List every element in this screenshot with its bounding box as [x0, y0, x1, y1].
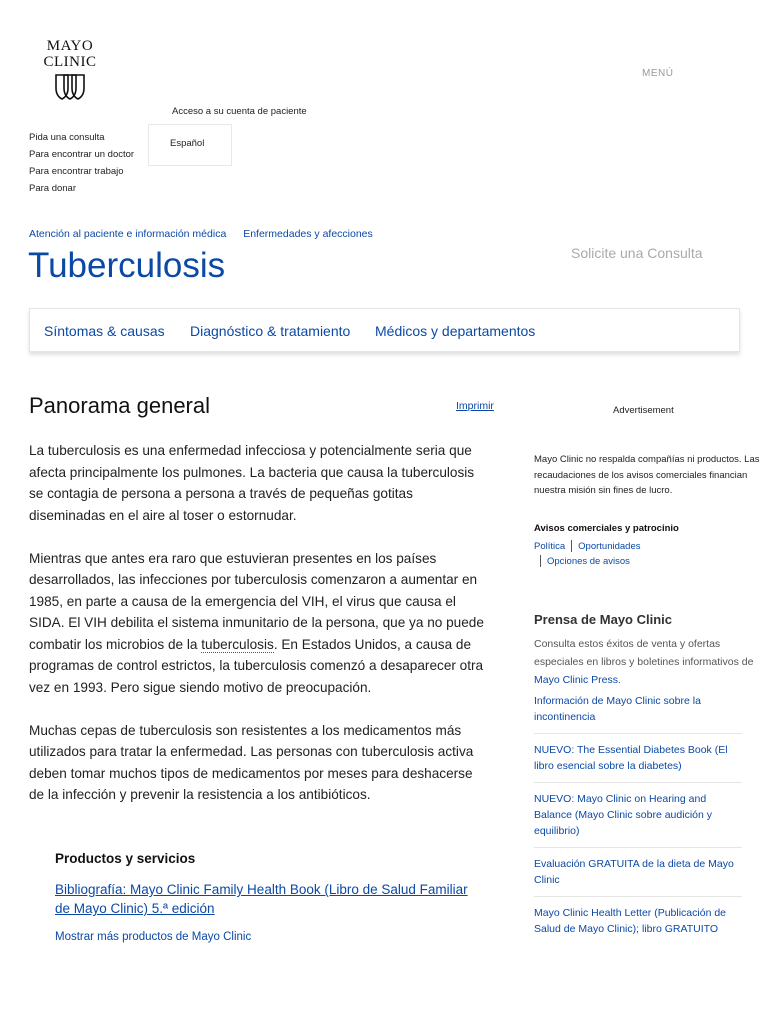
press-desc-text: Consulta estos éxitos de venta y ofertas especiales en libros y boletines informativos de: [534, 638, 754, 668]
print-link[interactable]: Imprimir: [456, 400, 494, 412]
tab-doctors-departments[interactable]: Médicos y departamentos: [375, 323, 536, 339]
language-option-spanish[interactable]: Español: [170, 138, 205, 149]
logo-word-mayo: MAYO: [46, 38, 94, 54]
ad-disclaimer: Mayo Clinic no respalda compañías ni productos. Las recaudaciones de los avisos comerciales financian nuestra misión sin fines de lucro.: [534, 454, 760, 496]
patient-account-link[interactable]: Acceso a su cuenta de paciente: [172, 106, 307, 117]
paragraph-text: Mientras que antes era raro que estuvieran presentes en los países desarrollados, las infecciones por tuberculosis comenzaron a aumentar en 1985, en parte a causa de la emergencia del VIH, el virus que causa el SIDA. El VIH debilita el sistema inmunitario de la persona, que ya no puede combatir los microbios de la: [29, 550, 484, 652]
request-appointment-button[interactable]: Solicite una Consulta: [571, 245, 703, 261]
logo-word-clinic: CLINIC: [43, 54, 97, 70]
press-item-incontinence[interactable]: Información de Mayo Clinic sobre la incontinencia: [534, 693, 742, 734]
quick-link-find-doctor[interactable]: Para encontrar un doctor: [29, 149, 135, 160]
press-list: [534, 693, 742, 953]
paragraph-text: . En Estados Unidos, a causa de programas de control estrictos, la tuberculosis comenzó a desaparecer otra vez en 1993. Pero sigue siendo motivo de preocupación.: [29, 636, 484, 695]
shields-logo-icon: [50, 72, 90, 102]
ads-options-link[interactable]: Opciones de avisos: [547, 556, 630, 567]
menu-button[interactable]: MENÚ: [642, 68, 674, 79]
advertisement-label: Advertisement: [613, 405, 674, 416]
content-tabs: [29, 308, 740, 352]
page-title: Tuberculosis: [28, 246, 226, 285]
breadcrumb-diseases[interactable]: Enfermedades y afecciones: [243, 228, 373, 240]
quick-links: [29, 129, 134, 197]
ads-links: [534, 539, 640, 569]
language-dropdown[interactable]: [148, 124, 232, 166]
quick-link-donate[interactable]: Para donar: [29, 183, 77, 194]
section-title: Panorama general: [29, 393, 211, 418]
tab-symptoms-causes[interactable]: Síntomas & causas: [44, 323, 165, 339]
tab-diagnosis-treatment[interactable]: Diagnóstico & tratamiento: [190, 323, 351, 339]
mayo-clinic-press-link[interactable]: Mayo Clinic Press: [534, 674, 619, 686]
divider: [571, 540, 572, 552]
press-item-health-letter[interactable]: Mayo Clinic Health Letter (Publicación de Salud de Mayo Clinic); libro GRATUITO: [534, 907, 727, 935]
divider: [540, 555, 541, 567]
quick-link-jobs[interactable]: Para encontrar trabajo: [29, 166, 124, 177]
press-description: [534, 635, 768, 689]
products-services: [55, 851, 475, 943]
products-title: Productos y servicios: [55, 851, 196, 866]
mayo-clinic-logo[interactable]: [38, 38, 102, 102]
breadcrumb: [29, 228, 387, 240]
article-body: [29, 440, 489, 827]
press-item-hearing-balance[interactable]: NUEVO: Mayo Clinic on Hearing and Balance (Mayo Clinic sobre audición y equilibrio): [534, 791, 742, 848]
glossary-term[interactable]: tuberculosis: [201, 636, 274, 652]
ads-policy-link[interactable]: Política: [534, 541, 566, 552]
ads-heading: Avisos comerciales y patrocinio: [534, 523, 679, 534]
ads-opportunities-link[interactable]: Oportunidades: [578, 541, 641, 552]
quick-link-appointment[interactable]: Pida una consulta: [29, 132, 105, 143]
article-paragraph: La tuberculosis es una enfermedad infecciosa y potencialmente seria que afecta principalmente los pulmones. La bacteria que causa la tuberculosis se contagia de persona a persona a través de pequeñas gotitas diseminadas en el aire al toser o estornudar.: [29, 443, 475, 523]
press-title: Prensa de Mayo Clinic: [534, 612, 672, 627]
article-paragraph: [29, 548, 489, 699]
press-item-diabetes-book[interactable]: NUEVO: The Essential Diabetes Book (El libro esencial sobre la diabetes): [534, 742, 742, 783]
article-paragraph: Muchas cepas de tuberculosis son resistentes a los medicamentos más utilizados para tratar la enfermedad. Las personas con tuberculosis activa deben tomar muchos tipos de medicamentos por meses para deshacerse de la infección y prevenir la resistencia a los antibióticos.: [29, 722, 474, 802]
show-more-products-link[interactable]: Mostrar más productos de Mayo Clinic: [55, 931, 252, 943]
product-link[interactable]: Bibliografía: Mayo Clinic Family Health Book (Libro de Salud Familiar de Mayo Clinic) 5.ª edición: [55, 882, 468, 916]
press-item-diet-assessment[interactable]: Evaluación GRATUITA de la dieta de Mayo Clinic: [534, 856, 742, 897]
breadcrumb-patient-care[interactable]: Atención al paciente e información médica: [29, 228, 227, 240]
press-desc-text: .: [618, 674, 621, 686]
